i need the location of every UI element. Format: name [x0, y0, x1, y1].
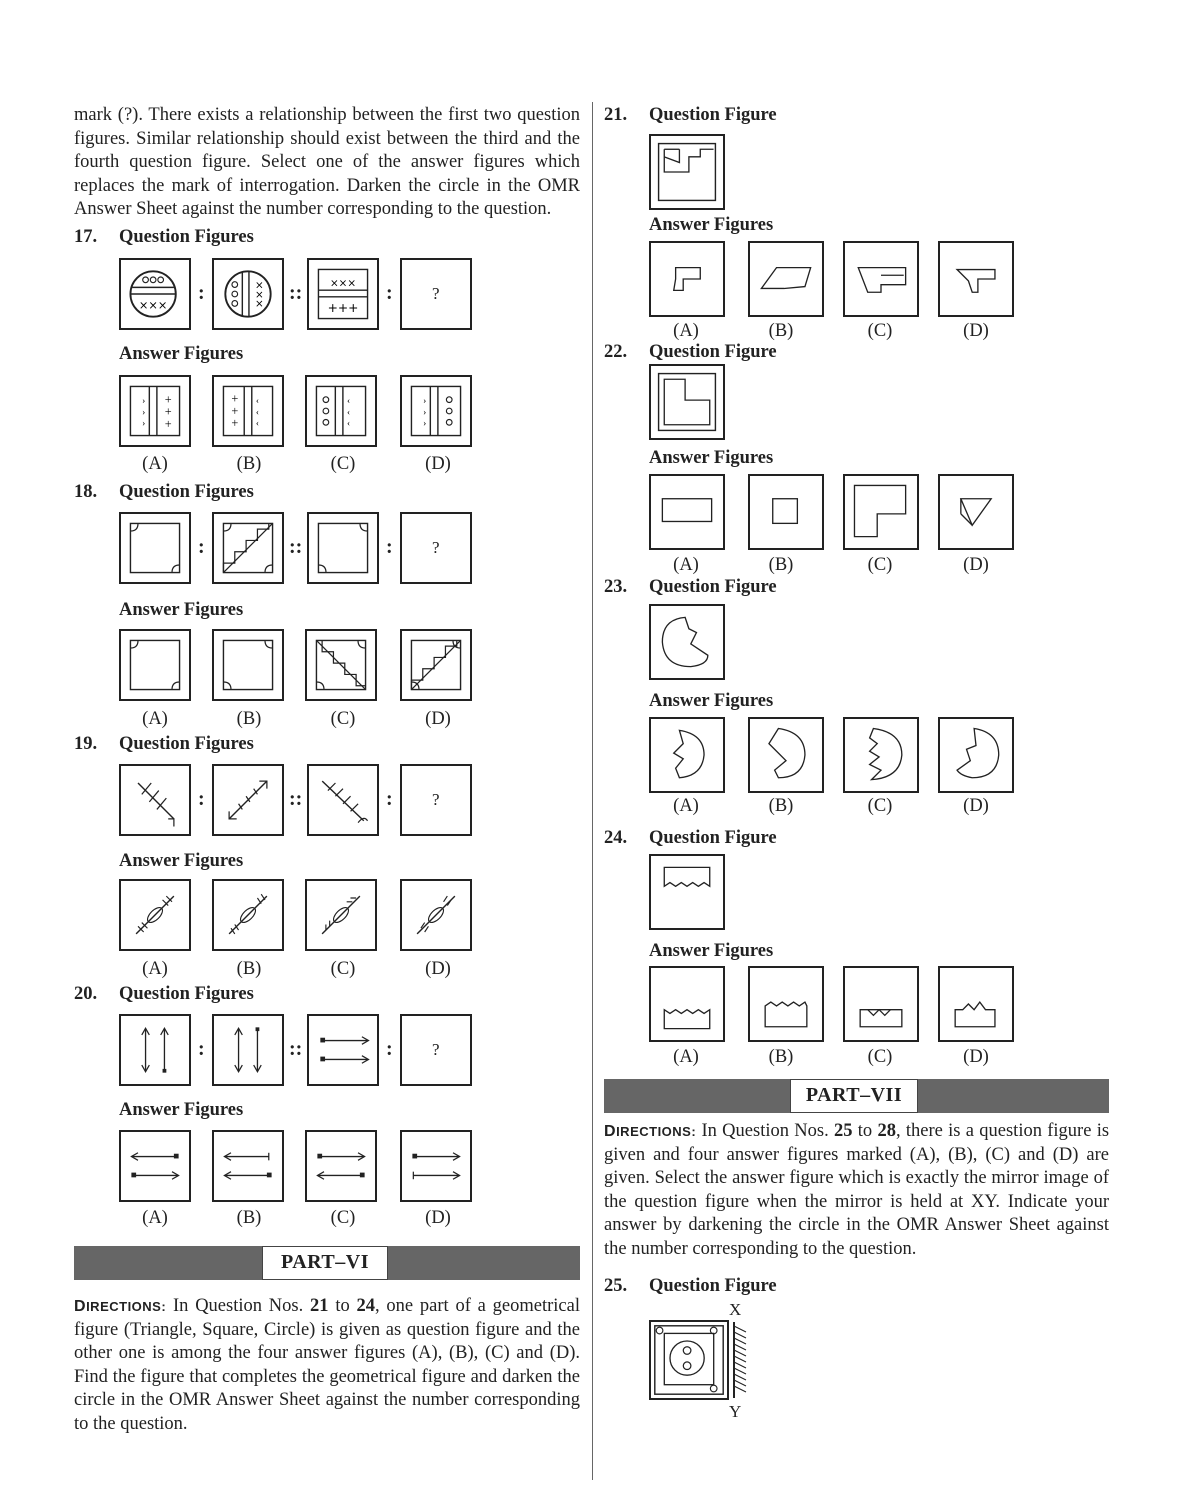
- answers-title: Answer Figures: [649, 941, 774, 961]
- svg-text:›: ›: [142, 419, 146, 430]
- q18-answer-d[interactable]: [400, 629, 472, 701]
- q17-answer-d[interactable]: [400, 375, 472, 447]
- answers-title: Answer Figures: [119, 344, 244, 364]
- q24-answer-c[interactable]: [843, 966, 919, 1042]
- option-label: (C): [867, 321, 893, 341]
- q18-answer-c[interactable]: [305, 629, 377, 701]
- q23-answer-b[interactable]: [748, 717, 824, 793]
- svg-text:‹: ‹: [346, 396, 351, 407]
- svg-text:›: ›: [423, 396, 427, 407]
- svg-text:×: ×: [254, 279, 264, 292]
- q19-figure-1: [119, 764, 191, 836]
- q23-answer-c[interactable]: [843, 717, 919, 793]
- directions-paragraph: DIRECTIONS: In Question Nos. 21 to 24, one part of a geometrical figure (Triangle, Square, Circle) is given as question figure and the other one is among the four answer figures (A), (B), (C) and (D). Find the figure that completes the geometrical figure and darken the circle in the OMR Answer Sheet against the number corresponding to the question.: [74, 1296, 580, 1434]
- svg-text:+++: +++: [327, 300, 359, 315]
- ratio-symbol: :: [386, 788, 393, 810]
- q20-answer-b[interactable]: [212, 1130, 284, 1202]
- option-label: (A): [142, 959, 168, 979]
- q22-answer-d[interactable]: [938, 474, 1014, 550]
- q19-answer-b[interactable]: [212, 879, 284, 951]
- question-number: 19.: [74, 734, 98, 754]
- q24-answer-d[interactable]: [938, 966, 1014, 1042]
- svg-text:+: +: [231, 403, 239, 418]
- q20-answer-a[interactable]: [119, 1130, 191, 1202]
- question-title: Question Figures: [119, 734, 254, 754]
- q22-question-figure: [649, 364, 725, 440]
- ratio-symbol: :: [386, 282, 393, 304]
- q19-answer-c[interactable]: [305, 879, 377, 951]
- q20-figure-1: [119, 1014, 191, 1086]
- question-title: Question Figure: [649, 828, 777, 848]
- question-mark: ?: [432, 538, 440, 557]
- answers-title: Answer Figures: [649, 448, 774, 468]
- option-label: (B): [236, 709, 262, 729]
- q21-question-figure: [649, 134, 725, 210]
- question-title: Question Figures: [119, 227, 254, 247]
- option-label: (C): [867, 1047, 893, 1067]
- q17-answer-c[interactable]: [305, 375, 377, 447]
- option-label: (D): [425, 709, 451, 729]
- q17-figure-1: [119, 258, 191, 330]
- option-label: (D): [963, 555, 989, 575]
- svg-text:+: +: [164, 392, 172, 407]
- question-number: 25.: [604, 1276, 628, 1296]
- option-label: (D): [425, 959, 451, 979]
- option-label: (B): [236, 959, 262, 979]
- ratio-symbol: :: [198, 282, 205, 304]
- svg-text:›: ›: [142, 407, 146, 418]
- proportion-symbol: ::: [289, 1038, 303, 1060]
- q19-answer-d[interactable]: [400, 879, 472, 951]
- question-number: 24.: [604, 828, 628, 848]
- option-label: (A): [142, 1208, 168, 1228]
- ratio-symbol: :: [198, 1038, 205, 1060]
- svg-text:×: ×: [254, 298, 264, 311]
- q22-answer-c[interactable]: [843, 474, 919, 550]
- svg-text:+: +: [164, 404, 172, 419]
- svg-text:›: ›: [423, 419, 427, 430]
- part-heading: PART–VI: [262, 1246, 388, 1280]
- option-label: (A): [673, 796, 699, 816]
- option-label: (A): [673, 321, 699, 341]
- mirror-label-x: X: [729, 1300, 742, 1319]
- option-label: (A): [142, 709, 168, 729]
- q21-answer-b[interactable]: [748, 241, 824, 317]
- option-label: (C): [330, 709, 356, 729]
- option-label: (B): [768, 1047, 794, 1067]
- svg-text:+: +: [164, 417, 172, 431]
- q17-figure-2: [212, 258, 284, 330]
- question-number: 17.: [74, 227, 98, 247]
- q17-figure-3: [307, 258, 379, 330]
- q20-answer-c[interactable]: [305, 1130, 377, 1202]
- q20-figure-3: [307, 1014, 379, 1086]
- q18-answer-b[interactable]: [212, 629, 284, 701]
- column-divider: [592, 102, 593, 1480]
- option-label: (A): [673, 1047, 699, 1067]
- option-label: (C): [867, 796, 893, 816]
- proportion-symbol: ::: [289, 536, 303, 558]
- svg-text:‹: ‹: [255, 407, 260, 418]
- answers-title: Answer Figures: [649, 691, 774, 711]
- question-title: Question Figure: [649, 1276, 777, 1296]
- svg-text:+: +: [231, 391, 239, 406]
- q20-answer-d[interactable]: [400, 1130, 472, 1202]
- question-title: Question Figure: [649, 577, 777, 597]
- question-mark: ?: [432, 284, 440, 303]
- ratio-symbol: :: [198, 788, 205, 810]
- svg-text:×××: ×××: [329, 277, 357, 290]
- q21-answer-a[interactable]: [649, 241, 725, 317]
- option-label: (B): [768, 555, 794, 575]
- q24-answer-b[interactable]: [748, 966, 824, 1042]
- ratio-symbol: :: [386, 1038, 393, 1060]
- question-number: 23.: [604, 577, 628, 597]
- svg-text:×: ×: [254, 288, 264, 301]
- directions-paragraph: DIRECTIONS: In Question Nos. 25 to 28, there is a question figure is given and four answer figures marked (A), (B), (C) and (D) are given. Select the answer figure which is exactly the mirror image of the question figure when the mirror is held at XY. Indicate your answer by darkening the circle in the OMR Answer Sheet against the number corresponding to the question.: [604, 1121, 1110, 1259]
- mirror-label-y: Y: [729, 1402, 742, 1421]
- option-label: (D): [963, 1047, 989, 1067]
- proportion-symbol: ::: [289, 282, 303, 304]
- svg-text:+: +: [231, 416, 239, 431]
- svg-text:‹: ‹: [255, 419, 260, 430]
- option-label: (B): [236, 454, 262, 474]
- svg-text:‹: ‹: [346, 419, 351, 430]
- q17-answer-a[interactable]: [119, 375, 191, 447]
- question-number: 21.: [604, 105, 628, 125]
- ratio-symbol: :: [386, 536, 393, 558]
- option-label: (C): [330, 959, 356, 979]
- question-number: 20.: [74, 984, 98, 1004]
- q21-answer-c[interactable]: [843, 241, 919, 317]
- q17-answer-b[interactable]: [212, 375, 284, 447]
- option-label: (A): [673, 555, 699, 575]
- question-mark: ?: [432, 790, 440, 809]
- question-title: Question Figure: [649, 342, 777, 362]
- question-number: 18.: [74, 482, 98, 502]
- q19-figure-2: [212, 764, 284, 836]
- q18-figure-1: [119, 512, 191, 584]
- question-number: 22.: [604, 342, 628, 362]
- directions-label: DIRECTIONS:: [604, 1123, 697, 1140]
- option-label: (B): [768, 796, 794, 816]
- q23-answer-a[interactable]: [649, 717, 725, 793]
- option-label: (D): [963, 796, 989, 816]
- svg-text:×××: ×××: [138, 298, 168, 313]
- answers-title: Answer Figures: [649, 215, 774, 235]
- q25-question-figure: [649, 1320, 729, 1400]
- ratio-symbol: :: [198, 536, 205, 558]
- option-label: (C): [330, 1208, 356, 1228]
- option-label: (B): [236, 1208, 262, 1228]
- question-title: Question Figure: [649, 105, 777, 125]
- intro-paragraph: mark (?). There exists a relationship between the first two question figures. Similar relationship should exist between the third and the fourth question figure. Select one of the answer figures which replaces the mark of interrogation. Darken the circle in the OMR Answer Sheet against the number corresponding to the question.: [74, 105, 580, 220]
- q24-answer-a[interactable]: [649, 966, 725, 1042]
- option-label: (D): [963, 321, 989, 341]
- svg-text:‹: ‹: [346, 407, 351, 418]
- option-label: (A): [142, 454, 168, 474]
- q23-answer-d[interactable]: [938, 717, 1014, 793]
- q23-question-figure: [649, 604, 725, 680]
- option-label: (D): [425, 454, 451, 474]
- question-mark: ?: [432, 1040, 440, 1059]
- question-title: Question Figures: [119, 984, 254, 1004]
- mirror-line: [731, 1322, 749, 1398]
- q19-answer-a[interactable]: [119, 879, 191, 951]
- proportion-symbol: ::: [289, 788, 303, 810]
- svg-text:›: ›: [423, 407, 427, 418]
- q20-figure-2: [212, 1014, 284, 1086]
- q18-figure-2: [212, 512, 284, 584]
- q22-answer-a[interactable]: [649, 474, 725, 550]
- option-label: (D): [425, 1208, 451, 1228]
- q24-question-figure: [649, 854, 725, 930]
- option-label: (C): [867, 555, 893, 575]
- answers-title: Answer Figures: [119, 1100, 244, 1120]
- part-heading: PART–VII: [790, 1079, 918, 1113]
- q18-figure-3: [307, 512, 379, 584]
- answers-title: Answer Figures: [119, 600, 244, 620]
- answers-title: Answer Figures: [119, 851, 244, 871]
- q18-answer-a[interactable]: [119, 629, 191, 701]
- svg-text:‹: ‹: [255, 396, 260, 407]
- q22-answer-b[interactable]: [748, 474, 824, 550]
- q21-answer-d[interactable]: [938, 241, 1014, 317]
- q19-figure-3: [307, 764, 379, 836]
- option-label: (C): [330, 454, 356, 474]
- directions-label: DIRECTIONS:: [74, 1298, 167, 1315]
- svg-text:›: ›: [142, 396, 146, 407]
- question-title: Question Figures: [119, 482, 254, 502]
- option-label: (B): [768, 321, 794, 341]
